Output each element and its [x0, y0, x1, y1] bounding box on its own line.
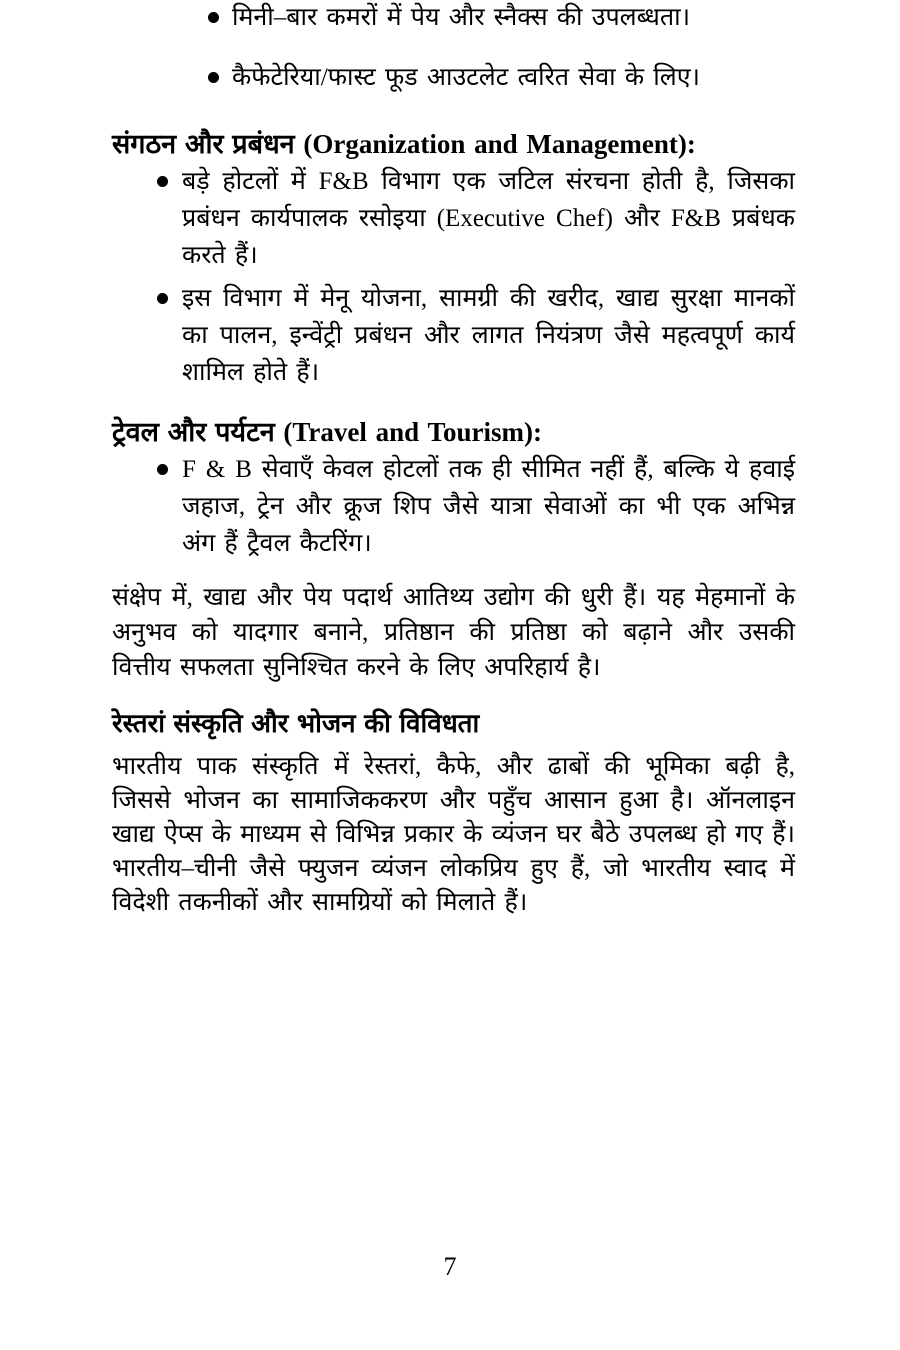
list-item [112, 280, 795, 391]
restaurant-culture-paragraph: भारतीय पाक संस्कृति में रेस्तरां, कैफे, और ढाबों की भूमिका बढ़ी है, जिससे भोजन का सामाजिककरण और पहुँच आसान हुआ है। ऑनलाइन खाद्य ऐप्स के माध्यम से विभिन्न प्रकार के व्यंजन घर बैठे उपलब्ध हो गए हैं। भारतीय–चीनी जैसे फ्युजन व्यंजन लोकप्रिय हुए हैं, जो भारतीय स्वाद में विदेशी तकनीकों और सामग्रियों को मिलाते हैं। [112, 753, 795, 916]
summary-paragraph: संक्षेप में, खाद्य और पेय पदार्थ आतिथ्य उद्योग की धुरी हैं। यह मेहमानों के अनुभव को यादगार बनाने, प्रतिष्ठान की प्रतिष्ठा को बढ़ाने और उसकी वित्तीय सफलता सुनिश्चित करने के लिए अपरिहार्य है। [112, 584, 795, 681]
list-item-text: मिनी–बार कमरों में पेय और स्नैक्स की उपलब्धता। [232, 4, 691, 31]
bullet-icon [157, 293, 168, 304]
list-item-text: बड़े होटलों में F&B विभाग एक जटिल संरचना होती है, जिसका प्रबंधन कार्यपालक रसोइया (Executive Chef) और F&B प्रबंधक करते हैं। [182, 168, 795, 269]
page-content [112, 0, 795, 920]
section-heading-travel: ट्रेवल और पर्यटन (Travel and Tourism): [112, 417, 542, 447]
page-number: 7 [443, 1252, 457, 1281]
list-item [112, 0, 795, 35]
section-heading-restaurant-culture: रेस्तरां संस्कृति और भोजन की विविधता [112, 709, 480, 738]
list-item-text: कैफेटेरिया/फास्ट फूड आउटलेट त्वरित सेवा के लिए। [232, 64, 700, 91]
travel-bullet-list [112, 451, 795, 562]
list-item [112, 451, 795, 562]
bullet-icon [208, 72, 219, 83]
intro-bullet-list [112, 0, 795, 95]
list-item [112, 163, 795, 274]
list-item [112, 60, 795, 95]
section-heading-organization: संगठन और प्रबंधन (Organization and Management): [112, 129, 696, 159]
bullet-icon [157, 464, 168, 475]
list-item-text: इस विभाग में मेनू योजना, सामग्री की खरीद, खाद्य सुरक्षा मानकों का पालन, इन्वेंट्री प्रबंधन और लागत नियंत्रण जैसे महत्वपूर्ण कार्य शामिल होते हैं। [182, 285, 795, 386]
list-item-text: F & B सेवाएँ केवल होटलों तक ही सीमित नहीं हैं, बल्कि ये हवाई जहाज, ट्रेन और क्रूज शिप जैसे यात्रा सेवाओं का भी एक अभिन्न अंग हैं ट्रैवल कैटरिंग। [182, 456, 795, 557]
bullet-icon [208, 12, 219, 23]
organization-bullet-list [112, 163, 795, 391]
bullet-icon [157, 176, 168, 187]
